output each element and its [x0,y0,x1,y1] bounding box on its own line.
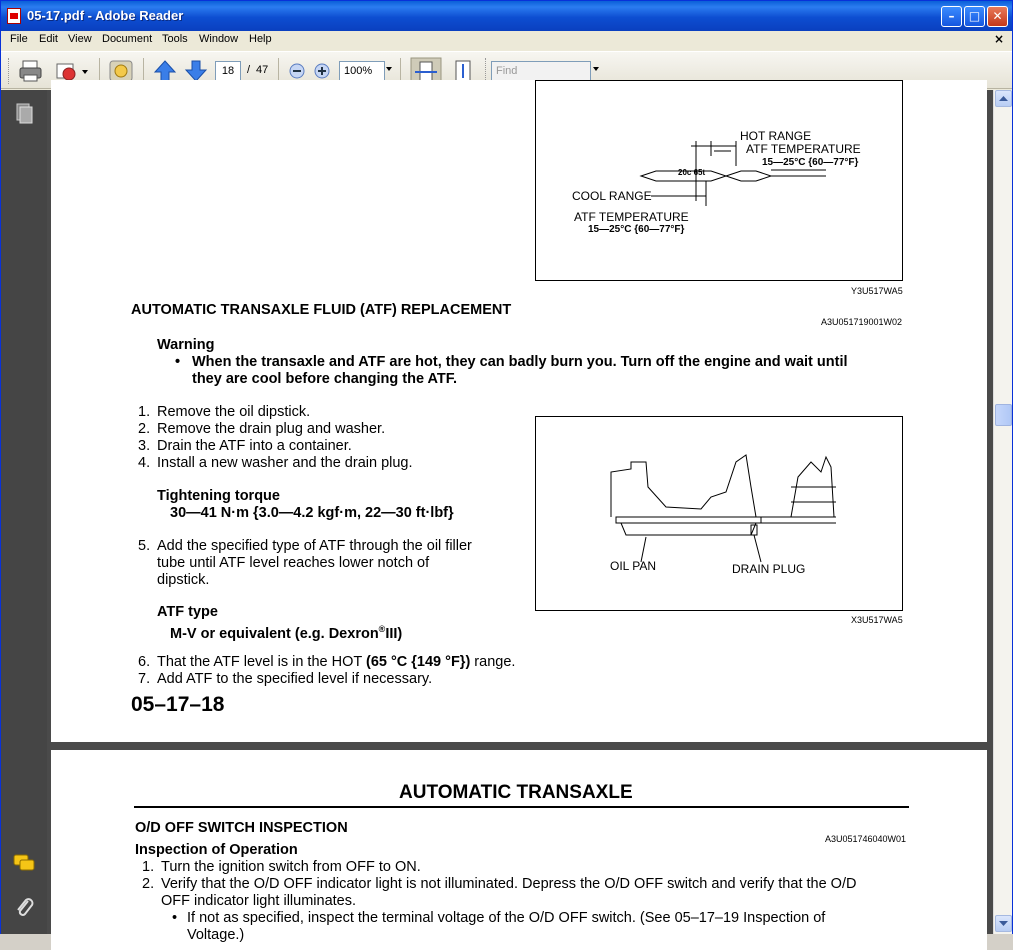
subsection-heading: Inspection of Operation [135,842,298,858]
find-input[interactable]: Find [491,61,591,81]
cool-range-label: COOL RANGE [572,189,652,203]
torque-title: Tightening torque [157,488,280,504]
comments-panel-icon[interactable] [13,852,35,874]
zoom-level-select[interactable]: 100% [339,61,385,81]
step-number: 4. [138,455,151,471]
bullet-text: Voltage.) [187,927,245,943]
chevron-up-icon [996,91,1011,106]
pages-panel-icon[interactable] [13,102,35,124]
vertical-scrollbar[interactable] [993,90,1012,934]
atf-temperature-label: ATF TEMPERATURE [574,210,689,224]
warning-title: Warning [157,337,215,353]
pdf-app-icon [7,8,21,24]
step-text: Add ATF to the specified level if necessary. [157,671,433,687]
close-button[interactable]: ✕ [987,6,1008,27]
bullet-text: If not as specified, inspect the terminal voltage of the O/D OFF switch. (See 05–17–19 Inspection of [187,910,826,926]
menu-window[interactable]: Window [199,33,239,45]
scroll-thumb[interactable] [995,404,1012,426]
menu-view[interactable]: View [68,33,92,45]
atf-type-title: ATF type [157,604,218,620]
step-text: That the ATF level is in the HOT (65 °C {149 °F}) range. [157,654,516,670]
section-heading: AUTOMATIC TRANSAXLE FLUID (ATF) REPLACEMENT [131,302,512,318]
atf-type-value: M-V or equivalent (e.g. Dexron®III) [170,624,403,642]
zoom-dropdown-icon[interactable] [386,67,392,71]
step-number: 6. [138,654,151,670]
dipstick-marks: 20c 65t [678,168,706,177]
close-document-icon[interactable]: × [993,32,1004,46]
cool-temperature-value: 15—25°C {60—77°F} [588,224,685,235]
menu-document[interactable]: Document [102,33,153,45]
step-text: Remove the oil dipstick. [157,404,311,420]
page-title: AUTOMATIC TRANSAXLE [399,782,633,803]
menu-tools[interactable]: Tools [162,33,188,45]
oil-pan-drawing [536,417,904,612]
menu-bar [1,31,1012,50]
step-text: Add the specified type of ATF through the oil filler [157,538,472,554]
page-number-input[interactable]: 18 [215,61,241,81]
step-text: dipstick. [157,572,210,588]
document-view[interactable] [47,90,993,943]
step-number: 5. [138,538,151,554]
section-code: A3U051746040W01 [825,834,907,844]
oil-pan-figure [535,416,903,611]
hot-range-label: HOT RANGE [740,129,812,143]
menu-help[interactable]: Help [249,33,272,45]
page-number: 05–17–18 [131,693,225,716]
step-number: 1. [138,404,151,420]
step-text: Turn the ignition switch from OFF to ON. [161,859,421,875]
hot-temperature-value: 15—25°C {60—77°F} [762,157,859,168]
step-number: 7. [138,671,151,687]
window-title: 05-17.pdf - Adobe Reader [27,8,184,23]
step-text: tube until ATF level reaches lower notch of [157,555,430,571]
step-text: Install a new washer and the drain plug. [157,455,413,471]
title-bar [1,1,1012,31]
navigation-pane [1,90,47,934]
toolbar-grip[interactable] [8,58,11,84]
step-text: Remove the drain plug and washer. [157,421,386,437]
dipstick-range-drawing [536,81,904,282]
step-text: Verify that the O/D OFF indicator light is not illuminated. Depress the O/D OFF switch and verify that the O/D [161,876,857,892]
warning-bullet: • [175,354,181,370]
step-number: 3. [138,438,151,454]
minimize-button[interactable]: – [941,6,962,27]
attachments-panel-icon[interactable] [13,896,35,918]
warning-text-line2: they are cool before changing the ATF. [192,371,458,387]
page-total: 47 [256,64,269,76]
menu-file[interactable]: File [10,33,28,45]
page-separator: / [247,64,251,76]
scroll-down-button[interactable] [995,915,1012,932]
step-text: Drain the ATF into a container. [157,438,352,454]
find-dropdown-icon[interactable] [593,67,599,71]
torque-value: 30—41 N·m {3.0—4.2 kgf·m, 22—30 ft·lbf} [170,505,454,521]
print-icon[interactable] [17,58,45,84]
maximize-button[interactable]: □ [964,6,985,27]
section-code: A3U051719001W02 [821,317,903,327]
atf-temperature-label: ATF TEMPERATURE [746,142,861,156]
figure-code: X3U517WA5 [851,615,903,625]
title-rule [134,806,909,808]
step-text: OFF indicator light illuminates. [161,893,357,909]
chevron-down-icon [996,916,1011,931]
warning-text-line1: When the transaxle and ATF are hot, they can badly burn you. Turn off the engine and wait until [192,354,848,370]
section-heading: O/D OFF SWITCH INSPECTION [135,820,348,836]
bullet-icon: • [172,910,178,926]
scroll-up-button[interactable] [995,90,1012,107]
step-number: 2. [138,421,151,437]
atf-temperature-figure [535,80,903,281]
step-number: 2. [142,876,155,892]
menu-edit[interactable]: Edit [39,33,58,45]
pdf-page-19 [51,750,987,950]
oil-pan-label: OIL PAN [610,559,657,573]
figure-code: Y3U517WA5 [851,286,903,296]
step-number: 1. [142,859,155,875]
pdf-page-18 [51,80,987,742]
drain-plug-label: DRAIN PLUG [732,562,806,576]
